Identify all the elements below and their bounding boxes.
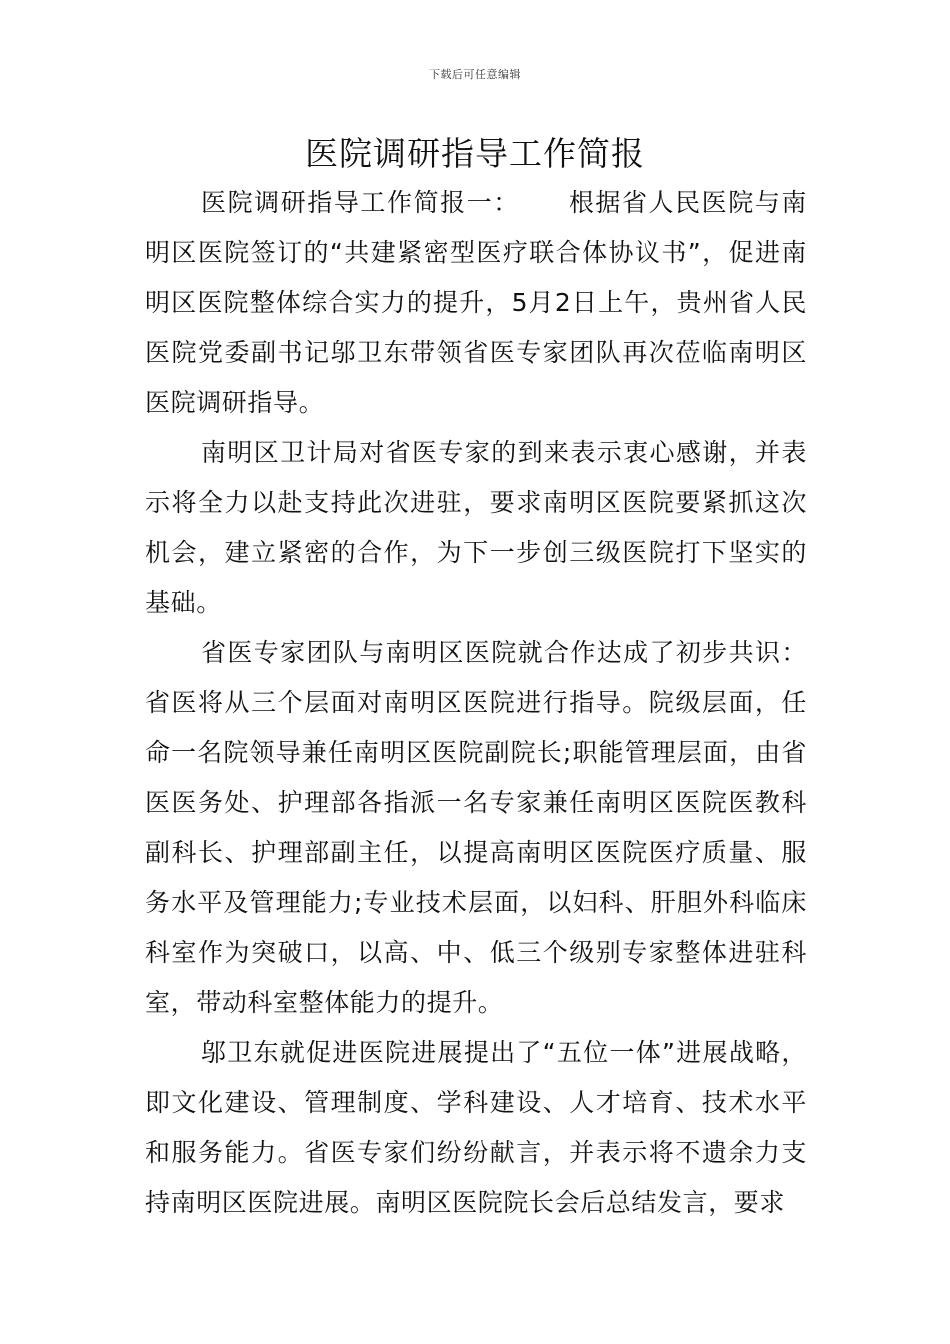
paragraph-2: [145, 428, 807, 628]
document-title: 医院调研指导工作简报: [305, 134, 645, 173]
header-note: 下载后可任意编辑: [429, 68, 521, 81]
paragraph-4: [145, 1028, 807, 1228]
paragraph-1: [145, 178, 807, 428]
paragraph-lead: 医院调研指导工作简报一：: [201, 188, 520, 217]
paragraph-text: 省医专家团队与南明区医院就合作达成了初步共识：省医将从三个层面对南明区医院进行指导。院级层面，任命一名院领导兼任南明区医院副院长;职能管理层面，由省医医务处、护理部各指派一名专家兼任南明区医院医教科副科长、护理部副主任，以提高南明区医院医疗质量、服务水平及管理能力;专业技术层面，以妇科、肝胆外科临床科室作为突破口，以高、中、低三个级别专家整体进驻科室，带动科室整体能力的提升。: [145, 638, 807, 1017]
paragraph-text: 根据省人民医院与南明区医院签订的“共建紧密型医疗联合体协议书”，促进南明区医院整体综合实力的提升，5月2日上午，贵州省人民医院党委副书记邬卫东带领省医专家团队再次莅临南明区医院调研指导。: [145, 188, 807, 417]
paragraph-3: [145, 628, 807, 1028]
paragraph-text: 南明区卫计局对省医专家的到来表示衷心感谢，并表示将全力以赴支持此次进驻，要求南明区医院要紧抓这次机会，建立紧密的合作，为下一步创三级医院打下坚实的基础。: [145, 438, 807, 617]
document-body: [145, 178, 807, 1228]
paragraph-text: 邬卫东就促进医院进展提出了“五位一体”进展战略，即文化建设、管理制度、学科建设、人才培育、技术水平和服务能力。省医专家们纷纷献言，并表示将不遗余力支持南明区医院进展。南明区医院院长会后总结发言，要求: [145, 1038, 807, 1217]
